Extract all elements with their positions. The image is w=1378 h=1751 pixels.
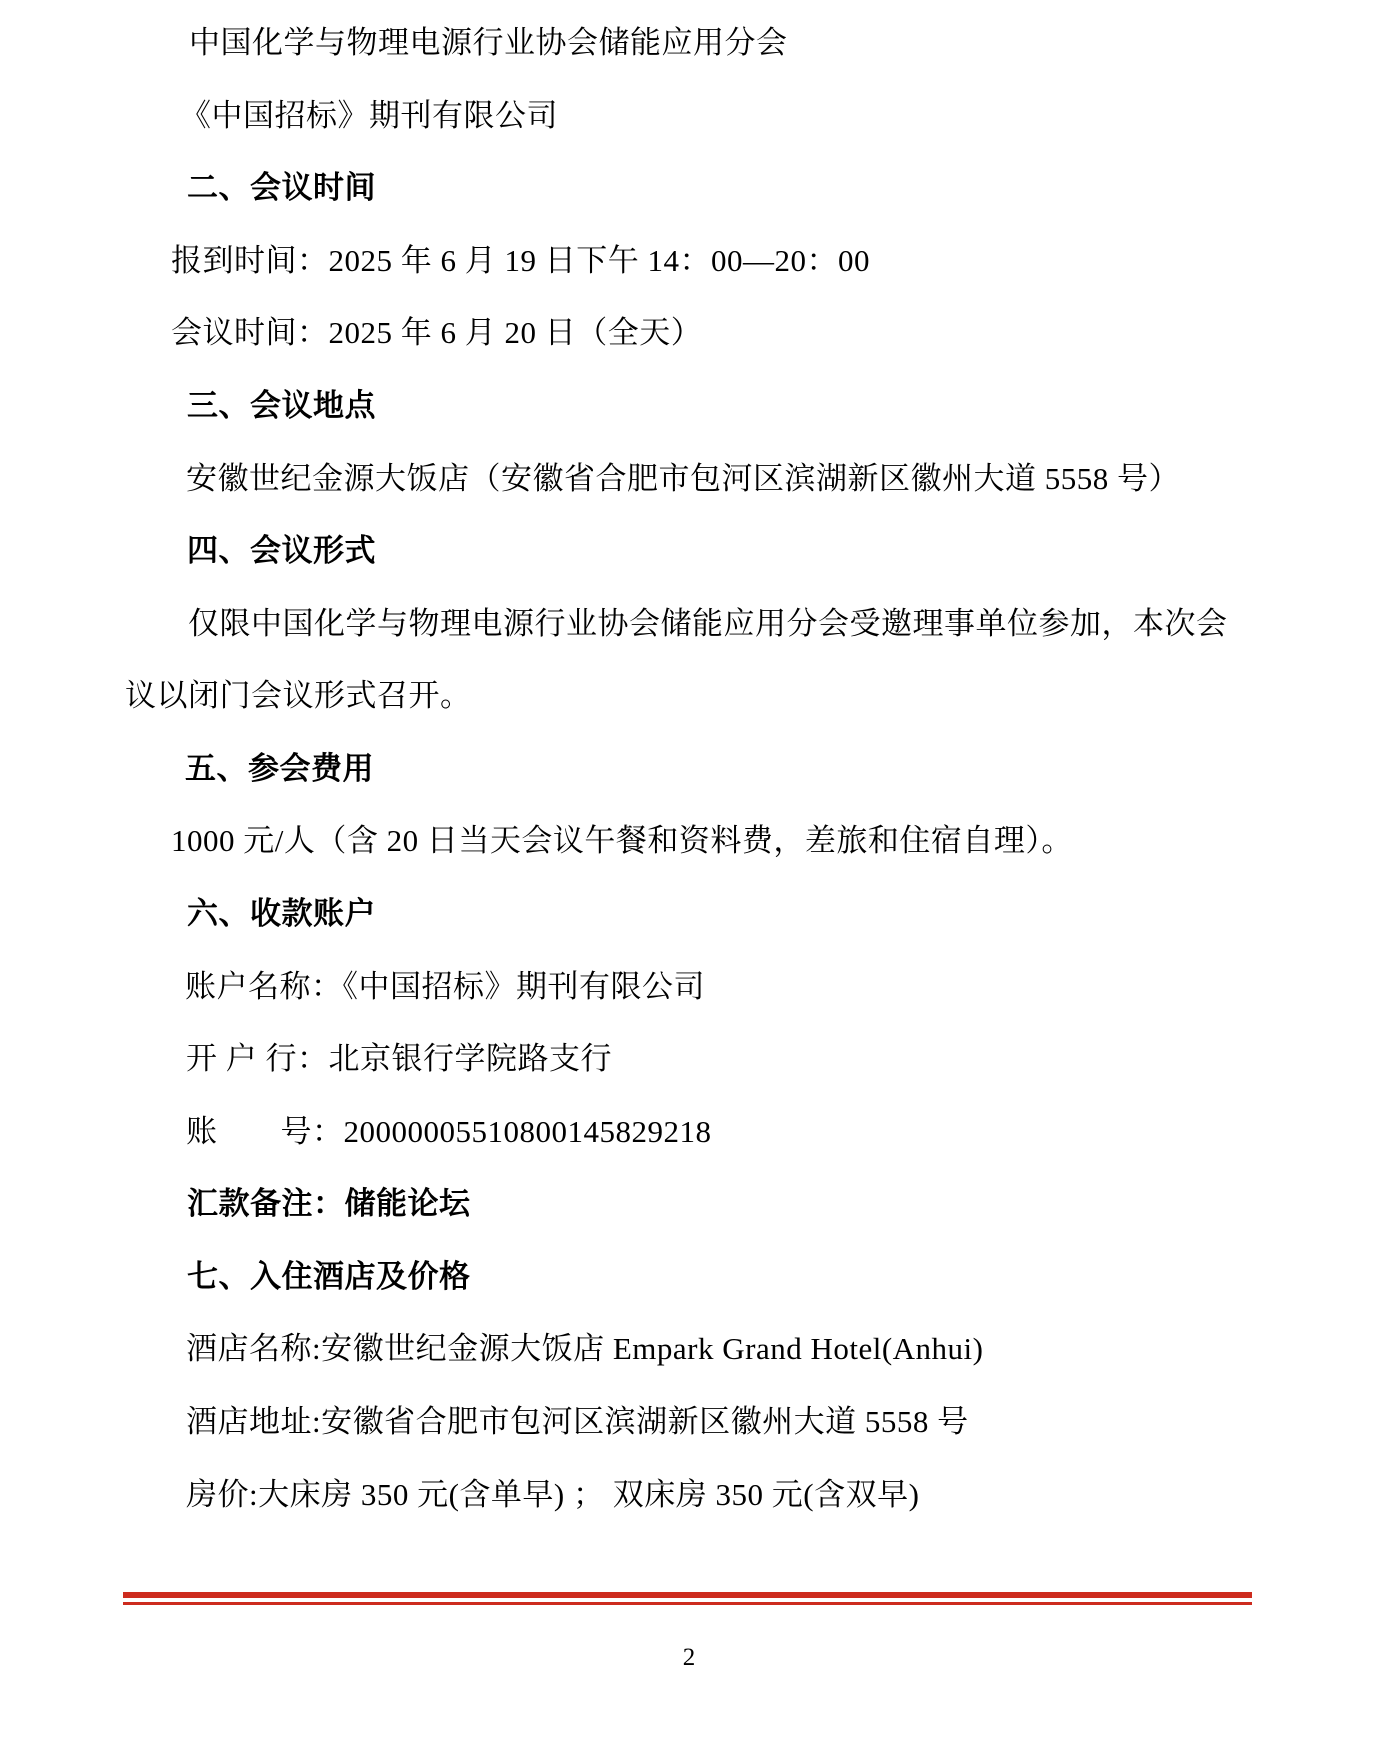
- org-name-line-1: 中国化学与物理电源行业协会储能应用分会: [189, 25, 788, 60]
- heading-meeting-format: 四、会议形式: [187, 533, 376, 568]
- fee-line: 1000 元/人（含 20 日当天会议午餐和资料费，差旅和住宿自理）。: [171, 823, 1073, 858]
- remittance-note-line: 汇款备注：储能论坛: [187, 1186, 471, 1221]
- heading-meeting-time: 二、会议时间: [187, 170, 376, 205]
- hotel-address-line: 酒店地址:安徽省合肥市包河区滨湖新区徽州大道 5558 号: [186, 1404, 969, 1439]
- footer-rule-thin-bar: [123, 1602, 1252, 1605]
- meeting-format-line-1: 仅限中国化学与物理电源行业协会储能应用分会受邀理事单位参加，本次会: [188, 606, 1228, 641]
- org-name-line-2: 《中国招标》期刊有限公司: [180, 98, 558, 133]
- footer-double-rule: [123, 1592, 1252, 1605]
- checkin-time-line: 报到时间：2025 年 6 月 19 日下午 14：00—20：00: [171, 243, 870, 278]
- heading-hotel-price: 七、入住酒店及价格: [187, 1259, 471, 1294]
- page-number: 2: [682, 1644, 696, 1671]
- account-number-line: 账 号：20000005510800145829218: [186, 1114, 712, 1149]
- bank-branch-line: 开 户 行：北京银行学院路支行: [186, 1041, 612, 1076]
- meeting-time-line: 会议时间：2025 年 6 月 20 日（全天）: [171, 315, 703, 350]
- heading-payment-account: 六、收款账户: [187, 896, 376, 931]
- hotel-name-line: 酒店名称:安徽世纪金源大饭店 Empark Grand Hotel(Anhui): [186, 1331, 984, 1366]
- meeting-location-line: 安徽世纪金源大饭店（安徽省合肥市包河区滨湖新区徽州大道 5558 号）: [186, 461, 1180, 496]
- account-name-line: 账户名称：《中国招标》期刊有限公司: [185, 969, 705, 1004]
- room-price-line: 房价:大床房 350 元(含单早) ； 双床房 350 元(含双早): [186, 1477, 920, 1512]
- heading-fee: 五、参会费用: [185, 751, 374, 786]
- meeting-format-line-2: 议以闭门会议形式召开。: [125, 678, 472, 713]
- heading-meeting-location: 三、会议地点: [187, 388, 376, 423]
